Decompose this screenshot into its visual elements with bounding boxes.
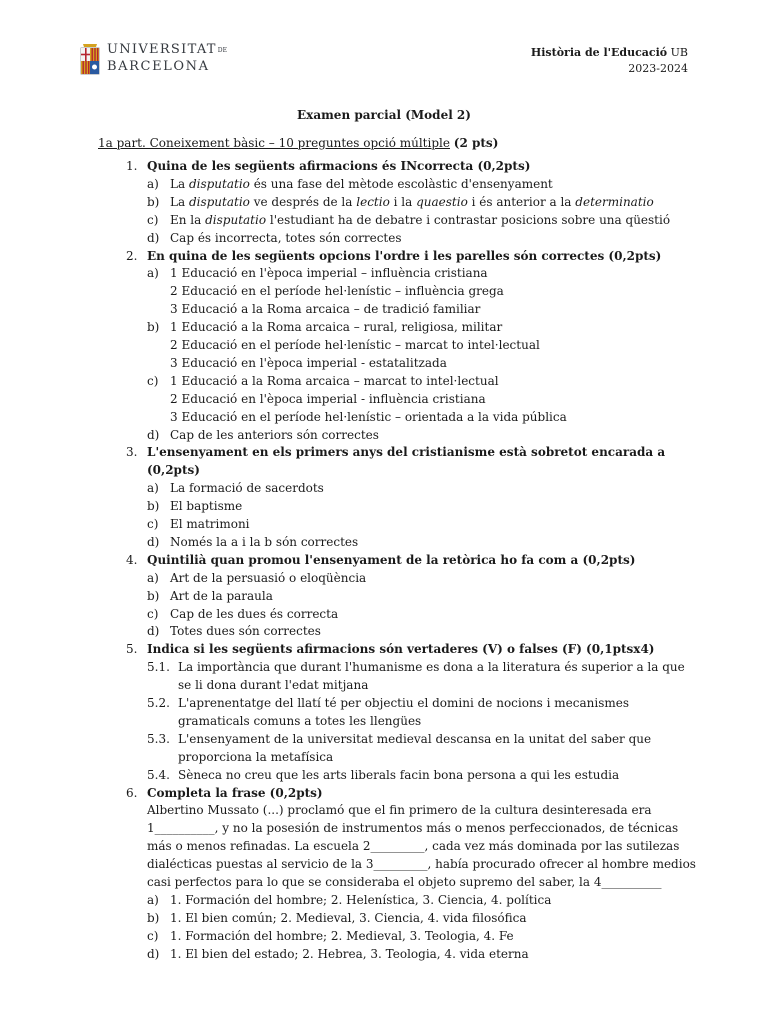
part-title <box>98 136 498 150</box>
option-text: El baptisme <box>170 499 243 514</box>
option-letter: d) <box>147 534 160 549</box>
option-text: La formació de sacerdots <box>170 481 324 496</box>
option-letter: a) <box>147 892 159 907</box>
option-letter: a) <box>147 570 159 585</box>
option-text-part: i la <box>389 194 417 209</box>
option-letter: b) <box>147 910 160 925</box>
latin-term: disputatio <box>188 176 250 191</box>
option-letter: a) <box>147 481 159 496</box>
header-info <box>531 45 688 77</box>
question-number: 3. <box>126 445 138 460</box>
statement-text: La importància que durant l'humanisme es dona a la literatura és superior a la que <box>178 660 685 675</box>
statement-text: L'aprenentatge del llatí té per objectiu el domini de nocions i mecanismes <box>178 696 630 710</box>
option-letter: c) <box>147 928 159 943</box>
university-crest-icon <box>80 43 100 75</box>
option-text: 1. Formación del hombre; 2. Medieval, 3. Teologia, 4. Fe <box>170 928 514 943</box>
option-text-part: La <box>170 194 189 209</box>
question-text: (0,2pts) <box>147 463 200 478</box>
latin-term: quaestio <box>416 194 468 209</box>
option-text: 2 Educació en l'època imperial - influència cristiana <box>170 391 486 406</box>
option-letter: a) <box>147 266 159 281</box>
option-text-part: ve després de la <box>249 194 357 209</box>
option-text: 1. El bien del estado; 2. Hebrea, 3. Teologia, 4. vida eterna <box>170 946 529 961</box>
option-text: Art de la persuasió o eloqüència <box>170 570 367 585</box>
option-text-part: Cap és incorrecta, totes són correctes <box>170 230 402 245</box>
option-letter: a) <box>147 176 159 191</box>
university-logo <box>80 42 227 75</box>
latin-term: lectio <box>356 194 390 209</box>
statement-number: 5.3. <box>147 731 170 746</box>
option-text: Totes dues són correctes <box>170 624 321 639</box>
course-title: Història de l'Educació UB <box>530 46 688 59</box>
part-points: (2 pts) <box>453 136 499 150</box>
statement-number: 5.1. <box>147 660 170 675</box>
option-letter: c) <box>147 212 159 227</box>
option-text-part: En la <box>170 212 206 227</box>
option-letter: d) <box>147 624 160 639</box>
statement-text: gramaticals comuns a totes les llengües <box>178 713 422 728</box>
statement-text: Sèneca no creu que les arts liberals facin bona persona a qui les estudia <box>178 767 620 782</box>
question-text: Quina de les següents afirmacions és INcorrecta (0,2pts) <box>147 159 531 173</box>
option-text: 1. El bien común; 2. Medieval, 3. Ciencia, 4. vida filosófica <box>170 910 527 925</box>
option-text: 2 Educació en el període hel·lenístic – marcat to intel·lectual <box>170 338 540 352</box>
paragraph-text: dialécticas puestas al servicio de la 3_________, había procurado ofrecer al hombre medios <box>147 857 696 872</box>
option-letter: d) <box>147 946 160 961</box>
option-text: 1 Educació a la Roma arcaica – rural, religiosa, militar <box>170 320 503 335</box>
question-text: L'ensenyament en els primers anys del cristianisme està sobretot encarada a <box>147 445 666 460</box>
option-text: 1. Formación del hombre; 2. Helenística, 3. Ciencia, 4. política <box>170 892 552 907</box>
option-letter: c) <box>147 517 159 531</box>
question-text: Completa la frase (0,2pts) <box>147 785 323 800</box>
paragraph-text: 1__________, y no la posesión de instrumentos más o menos perfeccionados, de técnicas <box>147 821 679 836</box>
option-text <box>170 211 670 229</box>
option-letter: d) <box>147 427 160 442</box>
exam-title: Examen parcial (Model 2) <box>297 108 471 122</box>
option-text-part: i és anterior a la <box>467 194 576 209</box>
option-text: Només la a i la b són correctes <box>170 534 359 549</box>
statement-text: L'ensenyament de la universitat medieval descansa en la unitat del saber que <box>178 731 652 746</box>
option-text-part: l'estudiant ha de debatre i contrastar posicions sobre una qüestió <box>266 212 671 227</box>
option-text: Art de la paraula <box>170 588 273 603</box>
option-text: 3 Educació en el període hel·lenístic – orientada a la vida pública <box>170 409 567 424</box>
part-label: 1a part. Coneixement bàsic – 10 preguntes opció múltiple <box>98 136 450 150</box>
option-text <box>170 229 402 247</box>
option-letter: c) <box>147 373 159 388</box>
option-letter: b) <box>147 194 160 209</box>
option-text <box>170 193 654 211</box>
question-number: 4. <box>126 552 138 567</box>
option-text-part: és una fase del mètode escolàstic d'ensenyament <box>249 176 553 191</box>
option-letter: c) <box>147 606 159 621</box>
paragraph-text: Albertino Mussato (...) proclamó que el fin primero de la cultura desinteresada era <box>147 803 652 818</box>
question-number: 6. <box>126 785 138 800</box>
option-text: 3 Educació a la Roma arcaica – de tradició familiar <box>170 302 481 317</box>
option-text: Cap de les dues és correcta <box>170 606 339 621</box>
statement-text: se li dona durant l'edat mitjana <box>178 678 369 693</box>
question-text: En quina de les següents opcions l'ordre i les parelles són correctes (0,2pts) <box>147 248 662 263</box>
statement-text: proporciona la metafísica <box>178 749 334 764</box>
latin-term: determinatio <box>575 194 654 209</box>
question-text: Indica si les següents afirmacions són vertaderes (V) o falses (F) (0,1ptsx4) <box>147 642 655 657</box>
question-number: 5. <box>126 642 138 657</box>
option-text: El matrimoni <box>170 517 250 531</box>
question-number: 1. <box>126 159 138 173</box>
option-letter: b) <box>147 320 160 335</box>
logo-text-barcelona: BARCELONA <box>107 59 210 74</box>
logo-text-universitat: UNIVERSITAT <box>107 42 217 57</box>
option-letter: d) <box>147 230 160 245</box>
logo-text-de: DE <box>217 47 227 54</box>
paragraph-text: casi perfectos para lo que se consideraba el objeto supremo del saber, la 4__________ <box>147 875 662 889</box>
option-text: 1 Educació a la Roma arcaica – marcat to intel·lectual <box>170 373 499 388</box>
option-text <box>170 175 553 193</box>
option-letter: b) <box>147 499 160 514</box>
statement-number: 5.2. <box>147 696 170 710</box>
option-text: 3 Educació en l'època imperial - estatalitzada <box>170 355 447 370</box>
paragraph-text: más o menos refinadas. La escuela 2_________, cada vez más dominada por las sutilezas <box>147 839 680 854</box>
option-text-part: La <box>170 176 189 191</box>
academic-year: 2023-2024 <box>628 62 688 75</box>
latin-term: disputatio <box>188 194 250 209</box>
question-text: Quintilià quan promou l'ensenyament de la retòrica ho fa com a (0,2pts) <box>147 552 636 567</box>
question-number: 2. <box>126 248 138 263</box>
option-letter: b) <box>147 588 160 603</box>
statement-number: 5.4. <box>147 767 170 782</box>
option-text: Cap de les anteriors són correctes <box>170 427 379 442</box>
latin-term: disputatio <box>205 212 267 227</box>
option-text: 2 Educació en el període hel·lenístic – influència grega <box>170 284 504 299</box>
option-text: 1 Educació en l'època imperial – influència cristiana <box>170 266 488 281</box>
